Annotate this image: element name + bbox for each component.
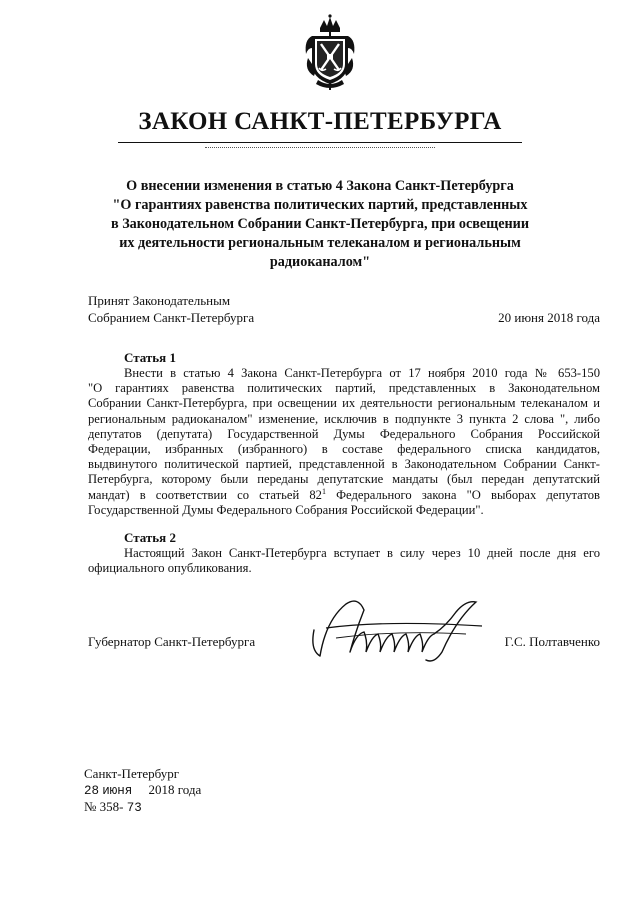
signing-date xyxy=(84,782,201,799)
text-line: выдвинутого политической партией, представленной в Законодательном Собрании Санкт- xyxy=(88,457,600,472)
signing-place-date-number xyxy=(84,766,201,816)
title-underline-dotted xyxy=(205,147,435,148)
article-1-body xyxy=(88,366,600,518)
subject-line: "О гарантиях равенства политических партий, представленных xyxy=(112,197,528,213)
text-line: Петербурга, которому были переданы депутатские мандаты (был передан депутатский xyxy=(88,472,600,487)
superscript: 1 xyxy=(321,486,326,496)
article-2-body xyxy=(88,546,600,576)
subject-line: О внесении изменения в статью 4 Закона Санкт-Петербурга xyxy=(126,178,514,194)
article-1-heading: Статья 1 xyxy=(124,350,176,365)
text-line: "О гарантиях равенства политических партий, представленных в Законодательном xyxy=(88,381,600,396)
signatory-title: Губернатор Санкт-Петербурга xyxy=(88,634,256,649)
signing-day: 28 xyxy=(84,784,100,798)
subject-line: в Законодательном Собрании Санкт-Петербурга, при освещении xyxy=(110,216,530,232)
text-line: Государственной Думы Федерального Собрания Российской Федерации". xyxy=(88,502,484,517)
signatory-name: Г.С. Полтавченко xyxy=(504,634,600,649)
title-underline xyxy=(118,142,522,143)
law-subject xyxy=(110,177,530,272)
adoption-date: 20 июня 2018 года xyxy=(498,310,600,325)
article-2-heading: Статья 2 xyxy=(124,530,176,545)
text-line: депутатов (депутата) Государственной Думы Федерального Собрания Российской xyxy=(88,426,600,441)
subject-line: радиоканалом" xyxy=(269,254,371,270)
coat-of-arms-emblem xyxy=(302,14,358,92)
adoption-info xyxy=(88,292,254,326)
signing-month: июня xyxy=(102,784,133,798)
text-line: Внести в статью 4 Закона Санкт-Петербурга от 17 ноября 2010 года № 653-150 xyxy=(124,366,600,380)
text-line: Собрании Санкт-Петербурга, при освещении их деятельности региональным телеканалом и xyxy=(88,396,600,411)
text-line: мандат) в соответствии со статьей $82^1$ Федерального закона "О выборах депутатов xyxy=(88,486,600,502)
text-line: Настоящий Закон Санкт-Петербурга вступает в силу через 10 дней после дня его xyxy=(124,546,600,560)
signing-year: 2018 года xyxy=(148,782,202,797)
subject-line: их деятельности региональным телеканалом и региональным xyxy=(119,235,521,251)
adoption-line: Собранием Санкт-Петербурга xyxy=(88,310,255,325)
signing-city: Санкт-Петербург xyxy=(84,766,180,781)
handwritten-signature xyxy=(306,590,486,670)
adoption-line: Принят Законодательным xyxy=(88,293,231,308)
text-line: Федерации, избранных (избранного) в составе федерального списка кандидатов, xyxy=(88,442,600,457)
law-title: ЗАКОН САНКТ-ПЕТЕРБУРГА xyxy=(138,108,502,135)
text-line: официального опубликования. xyxy=(88,561,252,576)
law-number: № 358- 73 xyxy=(84,799,142,815)
text-line: региональным радиоканалом" изменение, исключив в подпункте 3 пункта 2 слова ", либо xyxy=(88,411,600,426)
